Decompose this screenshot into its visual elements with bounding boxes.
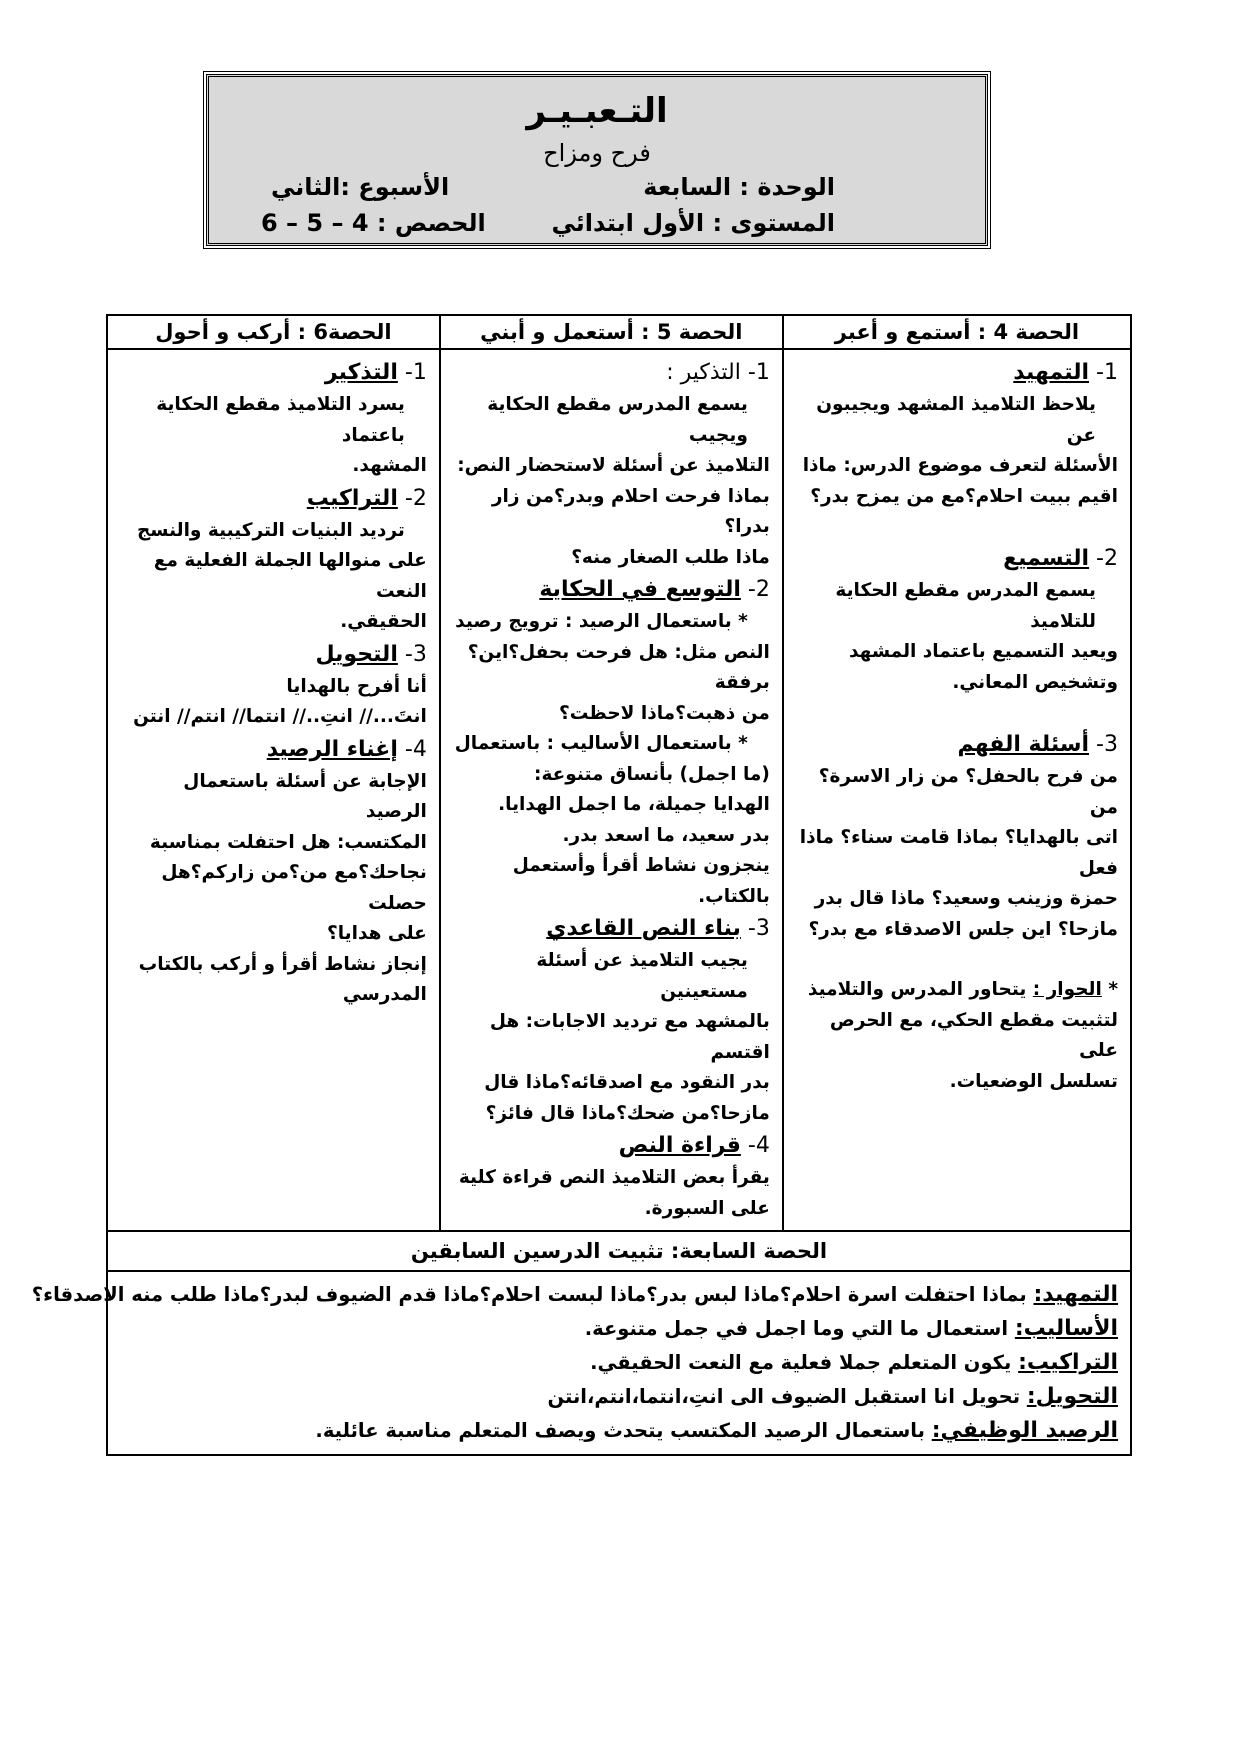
unit-label: الوحدة : السابعة [643,173,835,201]
section-heading: 3- أسئلة الفهم [957,732,1118,757]
text-line: انتَ...// انتِ..// انتما// انتم// انتن [133,706,427,727]
text-line: الأسئلة لتعرف موضوع الدرس: ماذا [802,455,1118,476]
text-line: (ما اجمل) بأنساق متنوعة: [534,763,770,785]
header-box [206,74,988,246]
session-6-cell [107,349,440,1231]
lesson-plan-table [31,314,1132,1456]
text-line: ويعيد التسميع باعتماد المشهد [848,641,1118,662]
text-line: لتثبيت مقطع الحكي، مع الحرص على [829,1009,1118,1061]
column-heading-session-5: الحصة 5 : أستعمل و أبني [440,315,783,349]
section-heading: 3- التحويل [315,641,427,667]
text-line: الحقيقي. [340,611,427,632]
text-line: * باستعمال الرصيد : ترويج رصيد [455,611,748,632]
session-7-item: التراكيب: يكون المتعلم جملا فعلية مع النعت الحقيقي. [590,1350,1118,1375]
text-line: المدرسي [342,984,427,1005]
text-line: يسمع المدرس مقطع الحكاية للتلاميذ [835,580,1096,632]
text-line: يلاحظ التلاميذ المشهد ويجيبون عن [816,394,1096,446]
text-line: إنجاز نشاط أقرأ و أركب بالكتاب [138,953,427,975]
page-title: التـعبـيـر [526,91,668,131]
text-line: تسلسل الوضعيات. [949,1070,1118,1092]
text-line: يسرد التلاميذ مقطع الحكاية باعتماد [156,394,405,446]
text-line: اتى بالهدايا؟ بماذا قامت سناء؟ ماذا فعل [799,827,1118,879]
section-heading: 2- التراكيب [306,485,427,511]
session-7-item: التحويل: تحويل انا استقبل الضيوف الى انتِ،انتما،انتم،انتن [547,1384,1118,1409]
text-line: النص مثل: هل فرحت بحفل؟اين؟برفقة [467,641,770,693]
text-line: من ذهبت؟ماذا لاحظت؟ [558,702,770,724]
text-line: بالمشهد مع ترديد الاجابات: هل اقتسم [489,1011,770,1063]
text-line: يقرأ بعض التلاميذ النص قراءة كلية [458,1167,770,1188]
session-7-item: التمهيد: بماذا احتفلت اسرة احلام؟ماذا لبس بدر؟ماذا لبست احلام؟ماذا قدم الضيوف لبدر؟ماذا طلب منه الاصدقاء؟ [31,1282,1118,1307]
lesson-subtitle: فرح ومزاح [543,139,651,167]
sessions-label: الحصص : 4 – 5 – 6 [261,209,486,237]
level-label: المستوى : الأول ابتدائي [551,209,835,237]
text-line: من فرح بالحفل؟ من زار الاسرة؟ من [818,766,1118,818]
text-line: الإجابة عن أسئلة باستعمال الرصيد [183,770,427,822]
session-7-item: الرصيد الوظيفي: باستعمال الرصيد المكتسب يتحدث ويصف المتعلم مناسبة عائلية. [315,1418,1118,1443]
text-line: على السبورة. [644,1197,770,1219]
session-7-item: الأساليب: استعمال ما التي وما اجمل في جمل متنوعة. [584,1316,1118,1341]
text-line: ترديد البنيات التركيبية والنسج [136,519,405,541]
text-line: الهدايا جميلة، ما اجمل الهدايا. [498,794,770,815]
text-line: على منوالها الجملة الفعلية مع النعت [153,550,427,602]
column-heading-session-4: الحصة 4 : أستمع و أعبر [783,315,1131,349]
section-heading: * الحوار : يتحاور المدرس والتلاميذ [807,979,1118,1000]
text-line: * باستعمال الأساليب : باستعمال [454,733,748,754]
text-line: ينجزون نشاط أقرأ وأستعمل بالكتاب. [512,855,770,907]
text-line: وتشخيص المعاني. [952,671,1118,693]
text-line: المشهد. [352,455,427,476]
session-7-heading: الحصة السابعة: تثبيت الدرسين السابقين [107,1231,1131,1271]
text-line: بماذا فرحت احلام وبدر؟من زار بدرا؟ [491,485,770,537]
text-line: مازحا؟من ضحك؟ماذا قال فائز؟ [485,1102,770,1124]
column-heading-session-6: الحصة6 : أركب و أحول [107,315,440,349]
session-4-cell [783,349,1131,1231]
section-heading: 2- التسميع [1003,546,1118,571]
week-label: الأسبوع :الثاني [271,173,450,201]
text-line: المكتسب: هل احتفلت بمناسبة [149,831,427,853]
text-line: بدر سعيد، ما اسعد بدر. [562,824,770,846]
text-line: على هدايا؟ [326,923,427,944]
session-7-cell [31,1271,1131,1455]
text-line: التلاميذ عن أسئلة لاستحضار النص: [457,455,770,476]
text-line: حمزة وزينب وسعيد؟ ماذا قال بدر [814,888,1118,909]
section-heading: 2- التوسع في الحكاية [539,577,770,602]
text-line: يجيب التلاميذ عن أسئلة مستعينين [536,950,748,1002]
section-heading: 4- إغناء الرصيد [266,736,427,762]
section-heading: 4- قراءة النص [618,1133,770,1158]
section-heading: 1- التذكير : [666,360,770,385]
text-line: ماذا طلب الصغار منه؟ [571,546,770,568]
section-heading: 1- التمهيد [1013,360,1118,385]
section-heading: 1- التذكير [324,360,427,385]
text-line: نجاحك؟مع من؟من زاركم؟هل حصلت [161,862,427,914]
text-line: اقيم ببيت احلام؟مع من يمزح بدر؟ [810,485,1118,507]
session-5-cell [440,349,783,1231]
text-line: يسمع المدرس مقطع الحكاية ويجيب [487,394,748,446]
text-line: أنا أفرح بالهدايا [286,675,427,697]
section-heading: 3- بناء النص القاعدي [546,916,770,941]
text-line: بدر النقود مع اصدقائه؟ماذا قال [484,1072,770,1093]
text-line: مازحا؟ اين جلس الاصدقاء مع بدر؟ [808,918,1118,940]
